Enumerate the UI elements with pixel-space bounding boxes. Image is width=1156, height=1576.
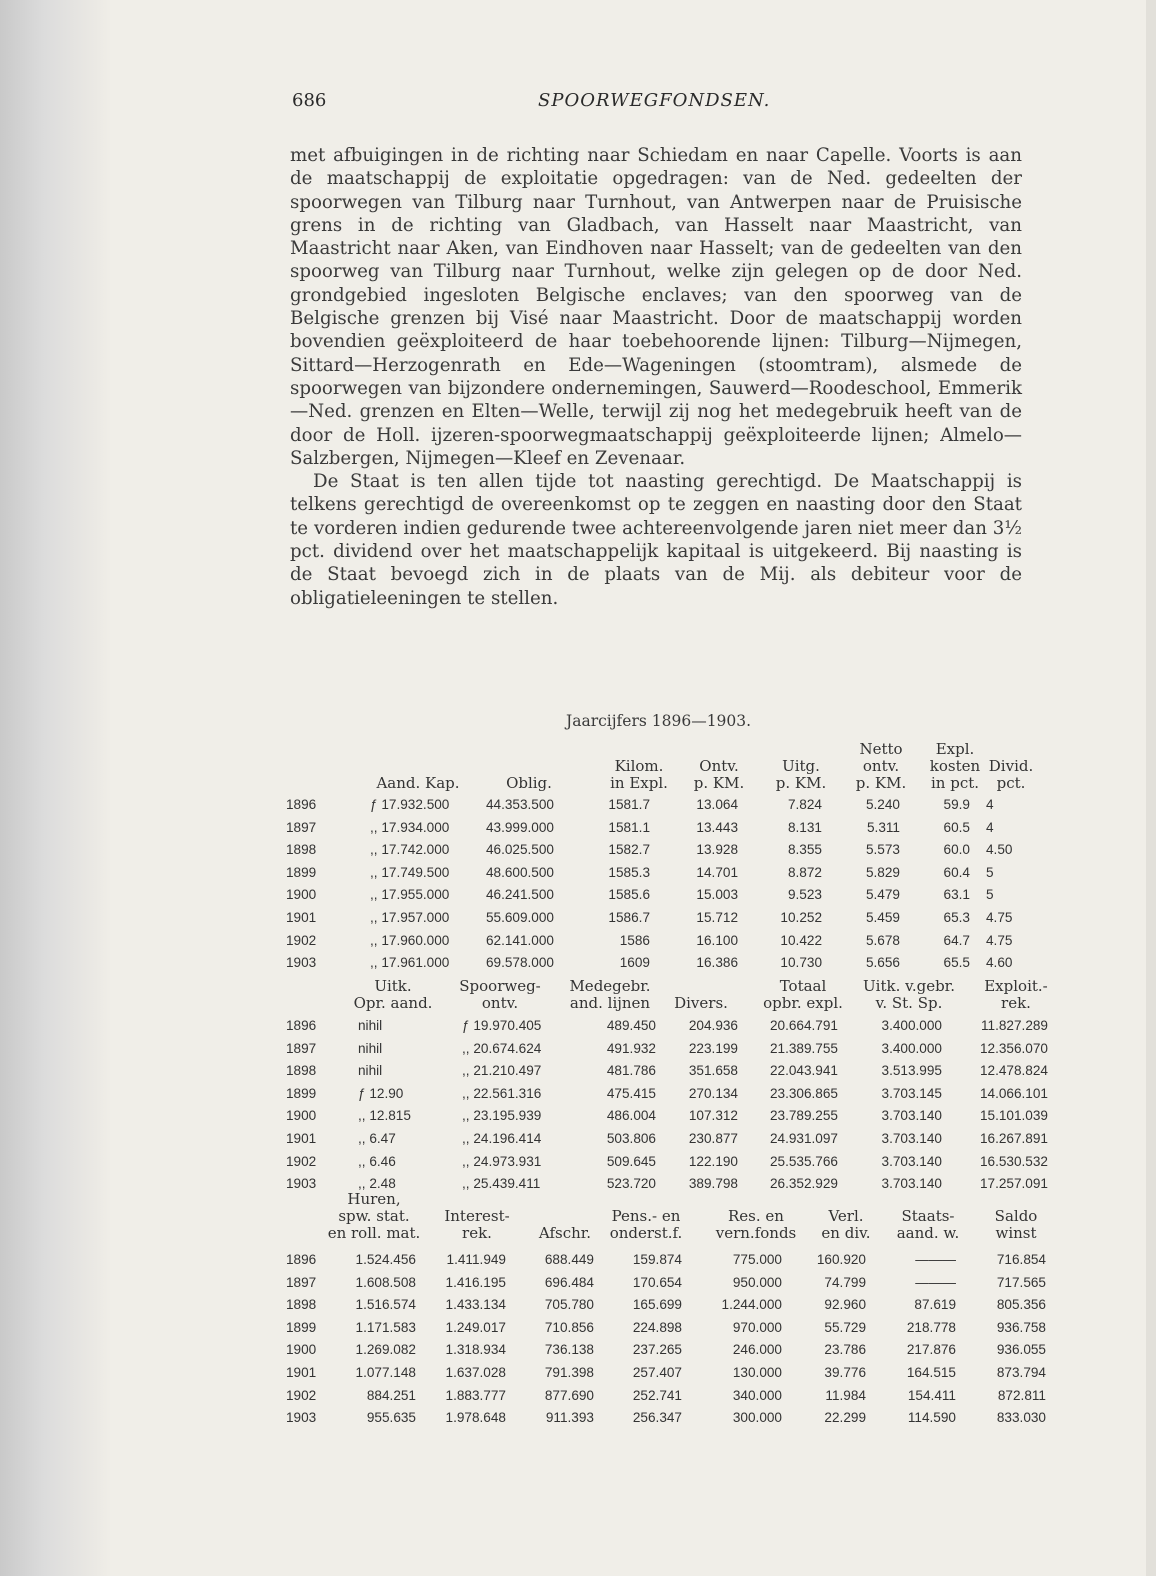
value-cell: ,, 24.973.931 bbox=[462, 1153, 542, 1169]
year-cell: 1903 bbox=[286, 1410, 317, 1426]
value-cell: 130.000 bbox=[732, 1365, 782, 1380]
value-cell: 5 bbox=[986, 864, 994, 880]
value-cell: 74.799 bbox=[824, 1274, 866, 1290]
table-row bbox=[286, 1154, 1046, 1173]
value-cell: 688.449 bbox=[544, 1252, 594, 1267]
value-cell: 170.654 bbox=[632, 1274, 682, 1290]
value-cell: ,, 24.196.414 bbox=[462, 1131, 542, 1146]
value-cell: 65.5 bbox=[943, 955, 970, 971]
value-cell: 55.609.000 bbox=[485, 910, 554, 925]
value-cell: 8.131 bbox=[787, 819, 822, 835]
value-cell: 872.811 bbox=[997, 1387, 1046, 1403]
value-cell: 884.251 bbox=[366, 1387, 416, 1403]
value-cell: 4.60 bbox=[986, 955, 1013, 971]
value-cell: 114.590 bbox=[907, 1410, 956, 1426]
value-cell: 970.000 bbox=[732, 1319, 782, 1335]
column-header: Pens.- en onderst.f. bbox=[609, 1207, 683, 1242]
value-cell: 43.999.000 bbox=[485, 819, 554, 835]
year-cell: 1901 bbox=[286, 910, 317, 925]
value-cell: 15.003 bbox=[696, 887, 738, 903]
table-row bbox=[286, 1086, 1046, 1105]
value-cell: ,, 12.815 bbox=[358, 1108, 411, 1124]
value-cell: ——— bbox=[915, 1252, 956, 1267]
table-row bbox=[286, 955, 1046, 974]
value-cell: 3.703.140 bbox=[881, 1153, 942, 1169]
value-cell: 270.134 bbox=[688, 1085, 738, 1101]
value-cell: 12.356.070 bbox=[979, 1040, 1048, 1056]
year-cell: 1899 bbox=[286, 864, 317, 880]
value-cell: 4.50 bbox=[986, 842, 1013, 858]
value-cell: 13.064 bbox=[696, 797, 738, 812]
value-cell: 26.352.929 bbox=[769, 1176, 838, 1192]
value-cell: ,, 17.955.000 bbox=[370, 887, 450, 903]
value-cell: 1.171.583 bbox=[355, 1319, 416, 1335]
column-header: Medegebr. and. lijnen bbox=[569, 977, 651, 1012]
year-cell: 1896 bbox=[286, 1018, 317, 1033]
column-header: Kilom. in Expl. bbox=[610, 757, 668, 792]
value-cell: 55.729 bbox=[824, 1319, 866, 1335]
running-head: SPOORWEGFONDSEN. bbox=[538, 90, 771, 111]
table-profit-distribution bbox=[286, 1186, 1056, 1426]
value-cell: 63.1 bbox=[943, 887, 970, 903]
column-header: Staats- aand. w. bbox=[896, 1207, 960, 1242]
table-row bbox=[286, 865, 1046, 884]
value-cell: 107.312 bbox=[688, 1108, 738, 1124]
table-caption: Jaarcijfers 1896—1903. bbox=[566, 712, 752, 730]
value-cell: 491.932 bbox=[606, 1040, 656, 1056]
value-cell: 59.9 bbox=[943, 797, 970, 812]
column-header: Divid. pct. bbox=[988, 757, 1034, 792]
value-cell: 16.530.532 bbox=[979, 1153, 1048, 1169]
column-header: Uitg. p. KM. bbox=[775, 757, 827, 792]
year-cell: 1903 bbox=[286, 955, 317, 971]
value-cell: 14.701 bbox=[696, 864, 738, 880]
value-cell: 8.355 bbox=[787, 842, 822, 858]
column-header: Afschr. bbox=[538, 1224, 592, 1242]
body-text bbox=[290, 144, 1022, 610]
value-cell: 22.043.941 bbox=[769, 1063, 838, 1079]
table-row bbox=[286, 887, 1046, 906]
value-cell: ,, 22.561.316 bbox=[462, 1085, 542, 1101]
value-cell: 805.356 bbox=[996, 1297, 1046, 1313]
value-cell: 955.635 bbox=[366, 1410, 416, 1426]
table-row bbox=[286, 1342, 1046, 1361]
value-cell: 1.077.148 bbox=[355, 1365, 416, 1380]
table-row bbox=[286, 933, 1046, 952]
value-cell: 8.872 bbox=[787, 864, 822, 880]
value-cell: 44.353.500 bbox=[485, 797, 554, 812]
value-cell: 3.703.140 bbox=[881, 1108, 942, 1124]
value-cell: 877.690 bbox=[544, 1387, 594, 1403]
value-cell: 60.4 bbox=[943, 864, 970, 880]
value-cell: 92.960 bbox=[824, 1297, 866, 1313]
value-cell: 486.004 bbox=[606, 1108, 656, 1124]
value-cell: 257.407 bbox=[632, 1365, 682, 1380]
value-cell: 159.874 bbox=[632, 1252, 682, 1267]
value-cell: 4.75 bbox=[986, 932, 1013, 948]
table-row bbox=[286, 1410, 1046, 1429]
table-revenue bbox=[286, 974, 1056, 1192]
value-cell: ,, 17.934.000 bbox=[370, 819, 450, 835]
value-cell: 23.789.255 bbox=[769, 1108, 838, 1124]
value-cell: ,, 25.439.411 bbox=[462, 1176, 541, 1192]
value-cell: 11.827.289 bbox=[980, 1018, 1048, 1033]
value-cell: 62.141.000 bbox=[485, 932, 554, 948]
value-cell: 1586 bbox=[619, 932, 650, 948]
value-cell: 13.928 bbox=[696, 842, 738, 858]
year-cell: 1898 bbox=[286, 842, 317, 858]
value-cell: 1.637.028 bbox=[445, 1365, 506, 1380]
value-cell: 20.664.791 bbox=[769, 1018, 838, 1033]
year-cell: 1896 bbox=[286, 1252, 317, 1267]
value-cell: ƒ 19.970.405 bbox=[462, 1018, 542, 1033]
value-cell: 936.055 bbox=[996, 1342, 1046, 1358]
value-cell: 791.398 bbox=[544, 1365, 594, 1380]
value-cell: 5.240 bbox=[865, 797, 900, 812]
value-cell: 300.000 bbox=[732, 1410, 782, 1426]
value-cell: 1609 bbox=[619, 955, 650, 971]
value-cell: 154.411 bbox=[907, 1387, 956, 1403]
value-cell: ,, 17.960.000 bbox=[370, 932, 450, 948]
value-cell: 775.000 bbox=[732, 1252, 782, 1267]
value-cell: 833.030 bbox=[996, 1410, 1046, 1426]
year-cell: 1902 bbox=[286, 932, 317, 948]
column-header: Spoorweg- ontv. bbox=[459, 977, 541, 1012]
value-cell: 7.824 bbox=[787, 797, 822, 812]
value-cell: 475.415 bbox=[606, 1085, 656, 1101]
column-header: Oblig. bbox=[506, 774, 552, 792]
year-cell: 1897 bbox=[286, 1274, 317, 1290]
table-row bbox=[286, 910, 1046, 929]
value-cell: 705.780 bbox=[544, 1297, 594, 1313]
value-cell: 11.984 bbox=[825, 1387, 866, 1403]
column-header: Interest- rek. bbox=[444, 1207, 510, 1242]
value-cell: 5.459 bbox=[865, 910, 900, 925]
page-number: 686 bbox=[292, 90, 327, 111]
page-edge bbox=[1146, 0, 1156, 1576]
year-cell: 1902 bbox=[286, 1153, 317, 1169]
value-cell: 25.535.766 bbox=[769, 1153, 838, 1169]
book-gutter-shadow bbox=[0, 0, 112, 1576]
value-cell: 23.786 bbox=[824, 1342, 866, 1358]
value-cell: ,, 17.961.000 bbox=[370, 955, 450, 971]
value-cell: 3.703.140 bbox=[881, 1131, 942, 1146]
value-cell: 1.249.017 bbox=[445, 1319, 506, 1335]
table-row bbox=[286, 842, 1046, 861]
column-header: Ontv. p. KM. bbox=[693, 757, 745, 792]
table-row bbox=[286, 1320, 1046, 1339]
value-cell: ,, 17.742.000 bbox=[370, 842, 450, 858]
value-cell: 5.479 bbox=[865, 887, 900, 903]
value-cell: 1.244.000 bbox=[721, 1297, 782, 1313]
value-cell: 224.898 bbox=[632, 1319, 682, 1335]
value-cell: 256.347 bbox=[632, 1410, 682, 1426]
year-cell: 1900 bbox=[286, 887, 317, 903]
value-cell: 1585.3 bbox=[608, 864, 650, 880]
value-cell: 237.265 bbox=[632, 1342, 682, 1358]
value-cell: 160.920 bbox=[816, 1252, 866, 1267]
value-cell: 1.433.134 bbox=[445, 1297, 506, 1313]
value-cell: 489.450 bbox=[606, 1018, 656, 1033]
value-cell: 716.854 bbox=[996, 1252, 1046, 1267]
column-header: Saldo winst bbox=[994, 1207, 1038, 1242]
table-row bbox=[286, 1388, 1046, 1407]
value-cell: 1585.6 bbox=[608, 887, 650, 903]
table-row bbox=[286, 1131, 1046, 1150]
value-cell: 1.411.949 bbox=[446, 1252, 506, 1267]
value-cell: nihil bbox=[358, 1018, 383, 1033]
year-cell: 1901 bbox=[286, 1365, 317, 1380]
value-cell: 5.656 bbox=[865, 955, 900, 971]
value-cell: 164.515 bbox=[906, 1365, 956, 1380]
value-cell: 23.306.865 bbox=[769, 1085, 838, 1101]
value-cell: 3.400.000 bbox=[881, 1040, 942, 1056]
value-cell: 509.645 bbox=[606, 1153, 656, 1169]
value-cell: 717.565 bbox=[996, 1274, 1046, 1290]
value-cell: 696.484 bbox=[544, 1274, 594, 1290]
value-cell: ,, 17.749.500 bbox=[370, 864, 450, 880]
value-cell: 230.877 bbox=[688, 1131, 738, 1146]
value-cell: 5.311 bbox=[866, 819, 900, 835]
value-cell: 5.829 bbox=[865, 864, 900, 880]
table-capital-and-operations bbox=[286, 740, 1056, 971]
value-cell: 122.190 bbox=[688, 1153, 738, 1169]
table-row bbox=[286, 1041, 1046, 1060]
value-cell: 16.267.891 bbox=[979, 1131, 1048, 1146]
value-cell: 46.025.500 bbox=[485, 842, 554, 858]
value-cell: 3.703.140 bbox=[881, 1176, 942, 1192]
value-cell: 64.7 bbox=[943, 932, 970, 948]
value-cell: 9.523 bbox=[787, 887, 822, 903]
paragraph-2: De Staat is ten allen tijde tot naasting gerechtigd. De Maatschappij is telkens gerechtigd de overeenkomst op te zeggen en naasting door den Staat te vorderen indien gedurende twee achtereenvolgende jaren niet meer dan 3½ pct. dividend over het maatschappelijk kapitaal is uitgekeerd. Bij naasting is de Staat bevoegd zich in de plaats van de Mij. als debiteur voor de obligatieleeningen te stellen. bbox=[290, 471, 1022, 609]
value-cell: 3.513.995 bbox=[881, 1063, 942, 1079]
year-cell: 1899 bbox=[286, 1319, 317, 1335]
column-header: Uitk. v.gebr. v. St. Sp. bbox=[863, 977, 955, 1012]
value-cell: 16.100 bbox=[696, 932, 738, 948]
value-cell: 60.5 bbox=[943, 819, 970, 835]
value-cell: 523.720 bbox=[606, 1176, 656, 1192]
value-cell: 1.608.508 bbox=[355, 1274, 416, 1290]
table-row bbox=[286, 1297, 1046, 1316]
value-cell: nihil bbox=[358, 1040, 383, 1056]
table-row bbox=[286, 1063, 1046, 1082]
column-header: Verl. en div. bbox=[821, 1207, 871, 1242]
value-cell: 3.703.145 bbox=[881, 1085, 942, 1101]
value-cell: 1.416.195 bbox=[445, 1274, 506, 1290]
column-header: Res. en vern.fonds bbox=[715, 1207, 797, 1242]
value-cell: 340.000 bbox=[732, 1387, 782, 1403]
value-cell: ,, 6.47 bbox=[358, 1131, 396, 1146]
column-header: Divers. bbox=[674, 994, 728, 1012]
value-cell: 503.806 bbox=[606, 1131, 656, 1146]
value-cell: ,, 6.46 bbox=[358, 1153, 396, 1169]
year-cell: 1902 bbox=[286, 1387, 317, 1403]
value-cell: 873.794 bbox=[996, 1365, 1046, 1380]
value-cell: 5.678 bbox=[865, 932, 900, 948]
value-cell: 14.066.101 bbox=[979, 1085, 1048, 1101]
value-cell: ƒ 12.90 bbox=[358, 1085, 404, 1101]
value-cell: 24.931.097 bbox=[769, 1131, 838, 1146]
value-cell: ,, 20.674.624 bbox=[462, 1040, 542, 1056]
column-header: Totaal opbr. expl. bbox=[763, 977, 843, 1012]
value-cell: 223.199 bbox=[688, 1040, 738, 1056]
value-cell: 10.252 bbox=[780, 910, 822, 925]
value-cell: ,, 21.210.497 bbox=[462, 1063, 542, 1079]
value-cell: 246.000 bbox=[732, 1342, 782, 1358]
value-cell: 218.778 bbox=[906, 1319, 956, 1335]
value-cell: 22.299 bbox=[824, 1410, 866, 1426]
column-header: Exploit.- rek. bbox=[984, 977, 1048, 1012]
year-cell: 1899 bbox=[286, 1085, 317, 1101]
value-cell: 69.578.000 bbox=[485, 955, 554, 971]
table-row bbox=[286, 1018, 1046, 1037]
value-cell: 60.0 bbox=[943, 842, 970, 858]
value-cell: 46.241.500 bbox=[485, 887, 554, 903]
value-cell: 1.524.456 bbox=[355, 1252, 416, 1267]
value-cell: 10.730 bbox=[780, 955, 822, 971]
value-cell: ,, 17.957.000 bbox=[370, 910, 450, 925]
year-cell: 1900 bbox=[286, 1342, 317, 1358]
value-cell: 4.75 bbox=[986, 910, 1013, 925]
year-cell: 1900 bbox=[286, 1108, 317, 1124]
value-cell: ,, 23.195.939 bbox=[462, 1108, 542, 1124]
value-cell: 10.422 bbox=[780, 932, 822, 948]
value-cell: 1586.7 bbox=[608, 910, 650, 925]
value-cell: nihil bbox=[358, 1063, 383, 1079]
table-row bbox=[286, 1108, 1046, 1127]
value-cell: 736.138 bbox=[544, 1342, 594, 1358]
value-cell: 17.257.091 bbox=[979, 1176, 1048, 1192]
value-cell: 481.786 bbox=[606, 1063, 656, 1079]
value-cell: 16.386 bbox=[696, 955, 738, 971]
table-row bbox=[286, 1252, 1046, 1271]
value-cell: 1.318.934 bbox=[445, 1342, 506, 1358]
year-cell: 1897 bbox=[286, 819, 317, 835]
value-cell: 217.876 bbox=[906, 1342, 956, 1358]
value-cell: 389.798 bbox=[688, 1176, 738, 1192]
year-cell: 1901 bbox=[286, 1131, 317, 1146]
value-cell: 204.936 bbox=[688, 1018, 738, 1033]
year-cell: 1903 bbox=[286, 1176, 317, 1192]
value-cell: 39.776 bbox=[824, 1365, 866, 1380]
value-cell: 1581.1 bbox=[608, 819, 650, 835]
year-cell: 1896 bbox=[286, 797, 317, 812]
table-row bbox=[286, 797, 1046, 816]
value-cell: 710.856 bbox=[544, 1319, 594, 1335]
value-cell: 3.400.000 bbox=[881, 1018, 942, 1033]
value-cell: 4 bbox=[986, 819, 994, 835]
value-cell: 15.101.039 bbox=[979, 1108, 1048, 1124]
value-cell: 1.516.574 bbox=[355, 1297, 416, 1313]
value-cell: 21.389.755 bbox=[769, 1040, 838, 1056]
value-cell: ——— bbox=[915, 1274, 956, 1290]
table-row bbox=[286, 1275, 1046, 1294]
value-cell: 1582.7 bbox=[608, 842, 650, 858]
value-cell: 1.269.082 bbox=[355, 1342, 416, 1358]
value-cell: ƒ 17.932.500 bbox=[370, 797, 450, 812]
value-cell: 15.712 bbox=[696, 910, 738, 925]
page-header bbox=[292, 88, 812, 118]
column-header: Huren, spw. stat. en roll. mat. bbox=[327, 1190, 421, 1242]
year-cell: 1898 bbox=[286, 1297, 317, 1313]
year-cell: 1897 bbox=[286, 1040, 317, 1056]
value-cell: 4 bbox=[986, 797, 994, 812]
value-cell: 5 bbox=[986, 887, 994, 903]
table-row bbox=[286, 820, 1046, 839]
value-cell: 12.478.824 bbox=[979, 1063, 1048, 1079]
table-row bbox=[286, 1365, 1046, 1384]
value-cell: 1581.7 bbox=[608, 797, 650, 812]
value-cell: ,, 2.48 bbox=[358, 1176, 396, 1192]
value-cell: 1.978.648 bbox=[445, 1410, 506, 1426]
value-cell: 65.3 bbox=[943, 910, 970, 925]
value-cell: 5.573 bbox=[865, 842, 900, 858]
value-cell: 165.699 bbox=[632, 1297, 682, 1313]
value-cell: 48.600.500 bbox=[485, 864, 554, 880]
paragraph-1: met afbuigingen in de richting naar Schiedam en naar Capelle. Voorts is aan de maatschappij de exploitatie opgedragen: van de Ned. gedeelten der spoorwegen van Tilburg naar Turnhout, van Antwerpen naar de Pruisische grens in de richting van Gladbach, van Hasselt naar Maastricht, van Maastricht naar Aken, van Eindhoven naar Hasselt; van de gedeelten van den spoorweg van Tilburg naar Turnhout, welke zijn gelegen op de door Ned. grondgebied ingesloten Belgische enclaves; van den spoorweg van de Belgische grenzen bij Visé naar Maastricht. Door de maatschappij worden bovendien geëxploiteerd de haar toebehoorende lijnen: Tilburg—Nijmegen, Sittard—Herzogenrath en Ede—Wageningen (stoomtram), alsmede de spoorwegen van bijzondere ondernemingen, Sauwerd—Roodeschool, Emmerik—Ned. grenzen en Elten—Welle, terwijl zij nog het medegebruik heeft van de door de Holl. ijzeren-spoorwegmaatschappij geëxploiteerde lijnen; Almelo—Salzbergen, Nijmegen—Kleef en Zevenaar. bbox=[290, 145, 1022, 469]
value-cell: 950.000 bbox=[732, 1274, 782, 1290]
value-cell: 87.619 bbox=[914, 1297, 956, 1313]
column-header: Expl. kosten in pct. bbox=[929, 740, 981, 792]
value-cell: 1.883.777 bbox=[445, 1387, 506, 1403]
value-cell: 911.393 bbox=[545, 1410, 594, 1426]
year-cell: 1898 bbox=[286, 1063, 317, 1079]
value-cell: 936.758 bbox=[996, 1319, 1046, 1335]
column-header: Aand. Kap. bbox=[376, 774, 460, 792]
column-header: Uitk. Opr. aand. bbox=[353, 977, 433, 1012]
column-header: Netto ontv. p. KM. bbox=[855, 740, 907, 792]
value-cell: 13.443 bbox=[696, 819, 738, 835]
value-cell: 252.741 bbox=[632, 1387, 682, 1403]
value-cell: 351.658 bbox=[688, 1063, 738, 1079]
